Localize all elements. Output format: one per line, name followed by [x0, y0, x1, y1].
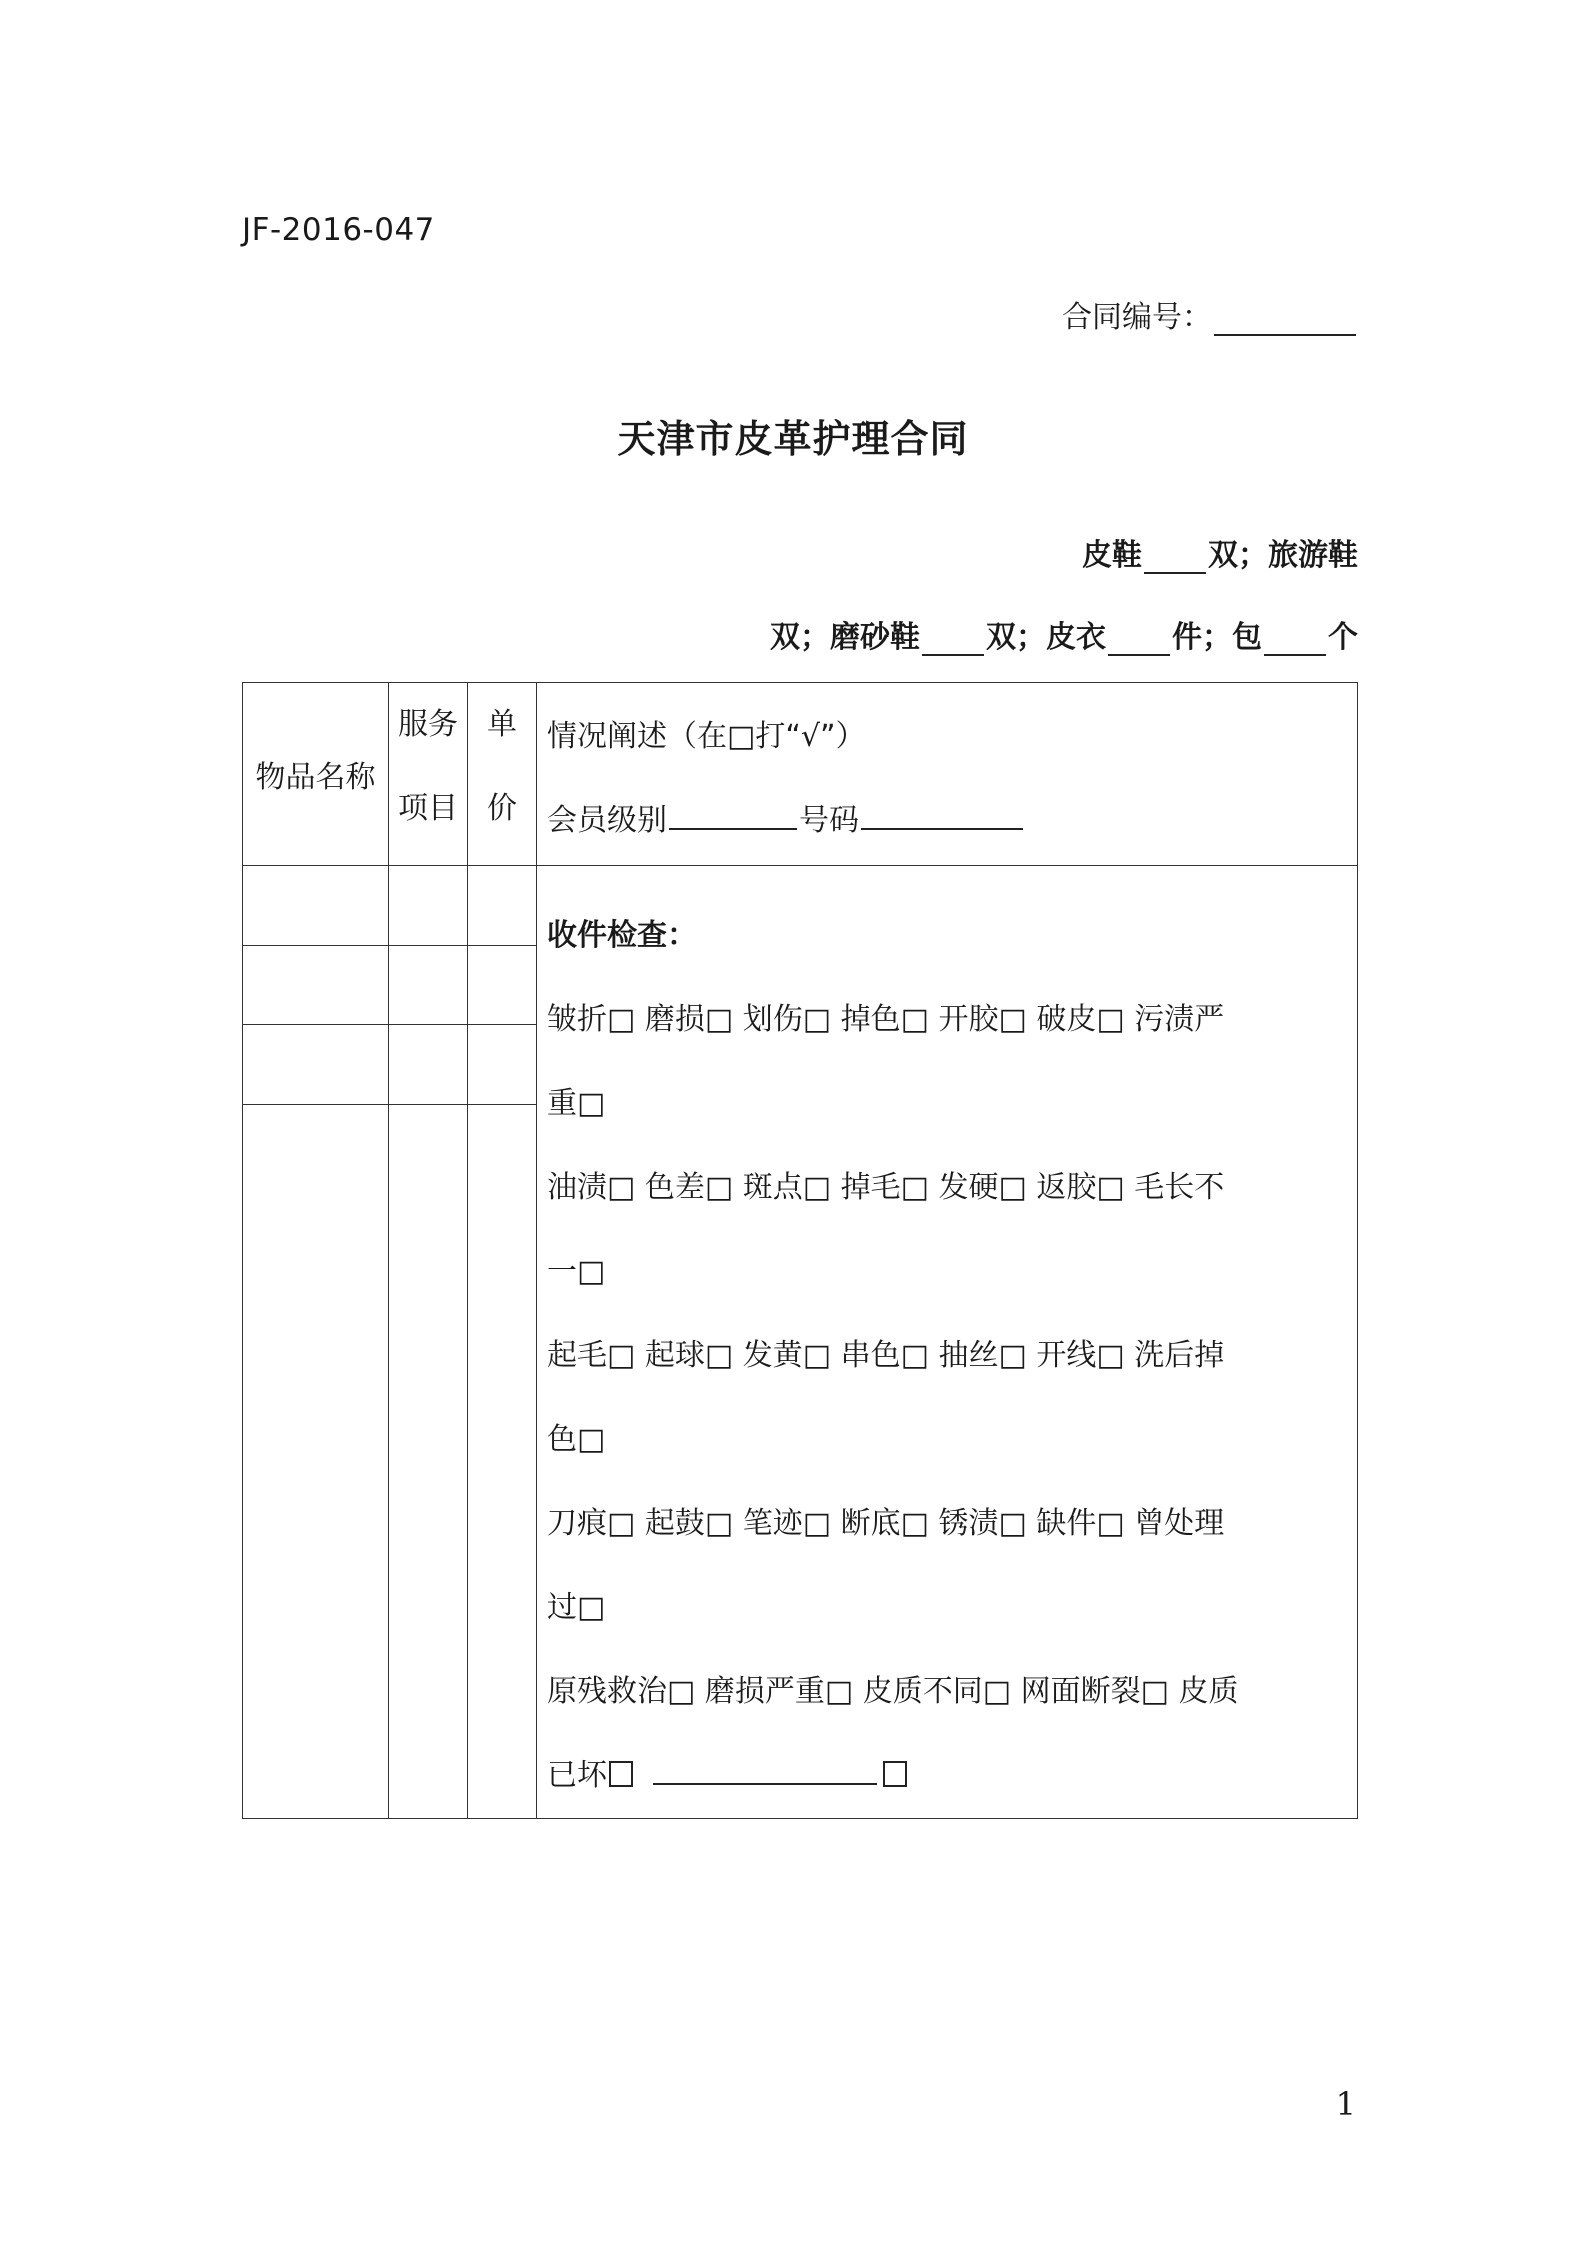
description-header: [537, 683, 1358, 866]
price-cell[interactable]: [468, 866, 537, 946]
suede-qty-blank[interactable]: [922, 653, 984, 656]
inspection-last-line: [547, 1734, 1351, 1818]
price-header: [468, 683, 537, 866]
item-name-header: 物品名称: [243, 683, 389, 866]
bag-label: 包: [1232, 620, 1262, 655]
bag-unit: 个: [1328, 620, 1358, 655]
service-cell[interactable]: [389, 945, 468, 1025]
inspection-line[interactable]: 刀痕□ 起鼓□ 笔迹□ 断底□ 锈渍□ 缺件□ 曾处理: [547, 1506, 1225, 1541]
member-number-blank[interactable]: [861, 827, 1023, 830]
page-number: 1: [1335, 2085, 1356, 2123]
table-row: [243, 866, 1358, 946]
description-title: 情况阐述（在□打“√”）: [547, 719, 866, 754]
item-name-cell[interactable]: [243, 1104, 389, 1818]
suede-shoes-label: 磨砂鞋: [830, 620, 920, 655]
inspection-cell: [537, 866, 1358, 1819]
member-level-label: 会员级别: [547, 803, 667, 838]
price-header-line2: 价: [487, 791, 517, 826]
other-issue-blank[interactable]: [653, 1782, 877, 1785]
care-form-table: [242, 682, 1358, 1819]
price-header-line1: 单: [487, 707, 517, 742]
inspection-line[interactable]: 一□: [547, 1254, 606, 1289]
price-cell[interactable]: [468, 1025, 537, 1105]
inspection-title: 收件检查：: [547, 918, 697, 953]
service-cell[interactable]: [389, 866, 468, 946]
bag-qty-blank[interactable]: [1264, 653, 1326, 656]
damaged-label: 已坏: [547, 1758, 607, 1793]
jacket-qty-blank[interactable]: [1108, 653, 1170, 656]
pair-unit-1: 双；: [1208, 538, 1268, 573]
inspection-line[interactable]: 皱折□ 磨损□ 划伤□ 掉色□ 开胶□ 破皮□ 污渍严: [547, 1002, 1225, 1037]
inspection-line[interactable]: 起毛□ 起球□ 发黄□ 串色□ 抽丝□ 开线□ 洗后掉: [547, 1338, 1225, 1373]
service-header: [389, 683, 468, 866]
contract-number-field: [1062, 292, 1358, 336]
quantity-line-2: [770, 612, 1358, 656]
service-header-line1: 服务: [398, 707, 458, 742]
price-cell[interactable]: [468, 945, 537, 1025]
inspection-line[interactable]: 油渍□ 色差□ 斑点□ 掉毛□ 发硬□ 返胶□ 毛长不: [547, 1170, 1225, 1205]
inspection-line[interactable]: 过□: [547, 1590, 606, 1625]
member-number-label: 号码: [799, 803, 859, 838]
piece-unit: 件；: [1172, 620, 1232, 655]
service-cell[interactable]: [389, 1025, 468, 1105]
jacket-label: 皮衣: [1046, 620, 1106, 655]
member-level-blank[interactable]: [669, 827, 797, 830]
item-name-cell[interactable]: [243, 866, 389, 946]
shoes-qty-blank[interactable]: [1144, 571, 1206, 574]
inspection-line[interactable]: 原残救治□ 磨损严重□ 皮质不同□ 网面断裂□ 皮质: [547, 1674, 1239, 1709]
travel-shoes-label: 旅游鞋: [1268, 538, 1358, 573]
table-header-row: [243, 683, 1358, 866]
shoes-label: 皮鞋: [1082, 538, 1142, 573]
contract-number-label: 合同编号：: [1062, 300, 1212, 335]
pair-unit-3: 双；: [986, 620, 1046, 655]
damaged-checkbox[interactable]: [609, 1761, 633, 1787]
member-line: [547, 779, 1357, 863]
inspection-line[interactable]: 色□: [547, 1422, 606, 1457]
item-name-cell[interactable]: [243, 1025, 389, 1105]
item-name-cell[interactable]: [243, 945, 389, 1025]
contract-number-blank[interactable]: [1214, 333, 1356, 336]
service-header-line2: 项目: [398, 791, 458, 826]
other-issue-checkbox[interactable]: [883, 1761, 907, 1787]
pair-unit-2: 双；: [770, 620, 830, 655]
price-cell[interactable]: [468, 1104, 537, 1818]
quantity-line-1: [1082, 530, 1358, 574]
document-code: JF-2016-047: [242, 212, 435, 248]
page-title: 天津市皮革护理合同: [617, 417, 969, 461]
inspection-line[interactable]: 重□: [547, 1086, 606, 1121]
service-cell[interactable]: [389, 1104, 468, 1818]
